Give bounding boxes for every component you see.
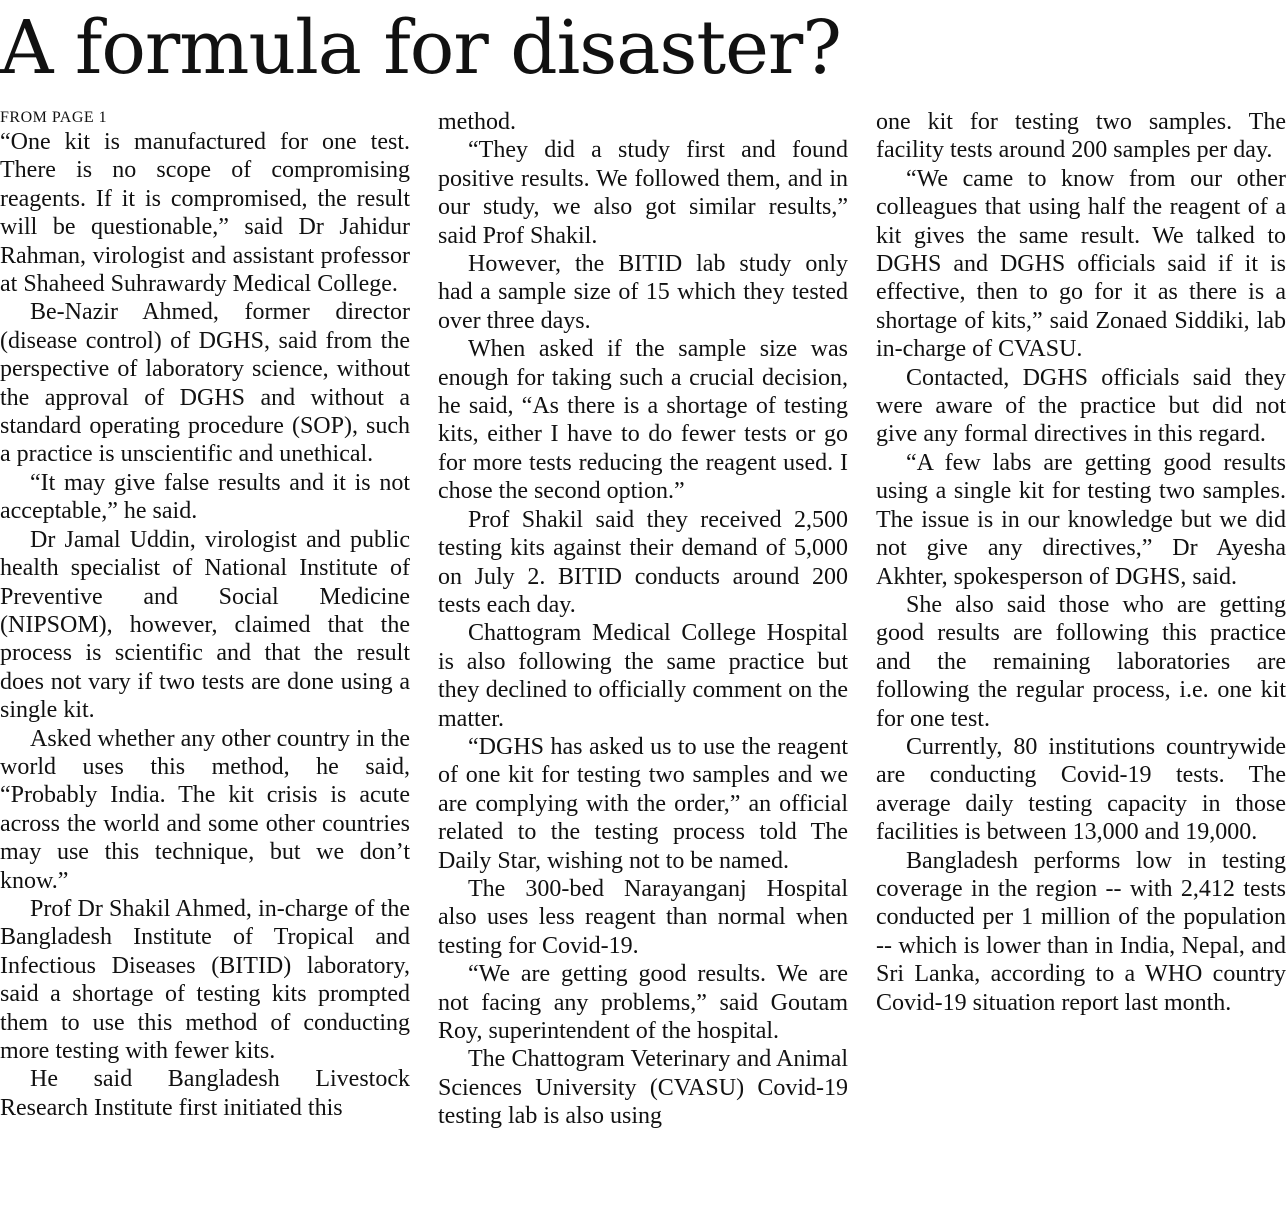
article-column-1 xyxy=(0,108,410,1122)
paragraph: “It may give false results and it is not acceptable,” he said. xyxy=(0,469,410,525)
paragraph: When asked if the sample size was enough for taking such a crucial decision, he said, “As there is a shortage of testing kits, either I have to do fewer tests or go for more tests reducing the reagent used. I chose the second option.” xyxy=(438,336,848,505)
paragraph: “One kit is manufactured for one test. There is no scope of compromising reagents. If it is compromised, the result will be questionable,” said Dr Jahidur Rahman, virologist and assistant professor at Shaheed Suhrawardy Medical College. xyxy=(0,129,410,298)
article-column-2 xyxy=(438,108,848,1131)
paragraph: Dr Jamal Uddin, virologist and public health specialist of National Institute of Preventive and Social Medicine (NIPSOM), however, claimed that the process is scientific and that the result does not vary if two tests are done using a single kit. xyxy=(0,526,410,724)
paragraph: “They did a study first and found positive results. We followed them, and in our study, we also got similar results,” said Prof Shakil. xyxy=(438,137,848,249)
paragraph: method. xyxy=(438,109,516,135)
paragraph: “DGHS has asked us to use the reagent of one kit for testing two samples and we are complying with the order,” an official related to the testing process told The Daily Star, wishing not to be named. xyxy=(438,733,848,874)
paragraph: Currently, 80 institutions countrywide are conducting Covid-19 tests. The average daily testing capacity in those facilities is between 13,000 and 19,000. xyxy=(876,733,1286,846)
paragraph: However, the BITID lab study only had a sample size of 15 which they tested over three days. xyxy=(438,251,848,334)
paragraph: The Chattogram Veterinary and Animal Sciences University (CVASU) Covid-19 testing lab is also using xyxy=(438,1046,848,1130)
paragraph: one kit for testing two samples. The facility tests around 200 samples per day. xyxy=(876,109,1286,164)
paragraph: Contacted, DGHS officials said they were aware of the practice but did not give any formal directives in this regard. xyxy=(876,364,1286,448)
paragraph: “We came to know from our other colleagues that using half the reagent of a kit gives the same result. We talked to DGHS and DGHS officials said if it is effective, then to go for it as there is a shortage of kits,” said Zonaed Siddiki, lab in-charge of CVASU. xyxy=(876,165,1286,363)
paragraph: Prof Shakil said they received 2,500 testing kits against their demand of 5,000 on July 2. BITID conducts around 200 tests each day. xyxy=(438,506,848,618)
paragraph: “A few labs are getting good results using a single kit for testing two samples. The issue is in our knowledge but we did not give any directives,” Dr Ayesha Akhter, spokesperson of DGHS, said. xyxy=(876,449,1286,590)
paragraph: Prof Dr Shakil Ahmed, in-charge of the Bangladesh Institute of Tropical and Infectious Diseases (BITID) laboratory, said a shortage of testing kits prompted them to use this method of conducting more testing with fewer kits. xyxy=(0,895,410,1064)
article-column-3 xyxy=(876,108,1286,1017)
paragraph: The 300-bed Narayanganj Hospital also uses less reagent than normal when testing for Covid-19. xyxy=(438,875,848,959)
paragraph: She also said those who are getting good results are following this practice and the remaining laboratories are following the regular process, i.e. one kit for one test. xyxy=(876,591,1286,732)
paragraph: He said Bangladesh Livestock Research Institute first initiated this xyxy=(0,1066,410,1121)
paragraph: Bangladesh performs low in testing coverage in the region -- with 2,412 tests conducted per 1 million of the population -- which is lower than in India, Nepal, and Sri Lanka, according to a WHO country Covid-19 situation report last month. xyxy=(876,847,1286,1016)
from-page-label: FROM PAGE 1 xyxy=(0,109,108,126)
headline: A formula for disaster? xyxy=(0,5,841,91)
paragraph: Chattogram Medical College Hospital is also following the same practice but they declined to officially comment on the matter. xyxy=(438,620,848,732)
paragraph: “We are getting good results. We are not facing any problems,” said Goutam Roy, superintendent of the hospital. xyxy=(438,961,848,1044)
paragraph: Be-Nazir Ahmed, former director (disease control) of DGHS, said from the perspective of laboratory science, without the approval of DGHS and without a standard operating procedure (SOP), such a practice is unscientific and unethical. xyxy=(0,299,410,468)
paragraph: Asked whether any other country in the world uses this method, he said, “Probably India. The kit crisis is acute across the world and some other countries may use this technique, but we don’t know.” xyxy=(0,725,410,894)
